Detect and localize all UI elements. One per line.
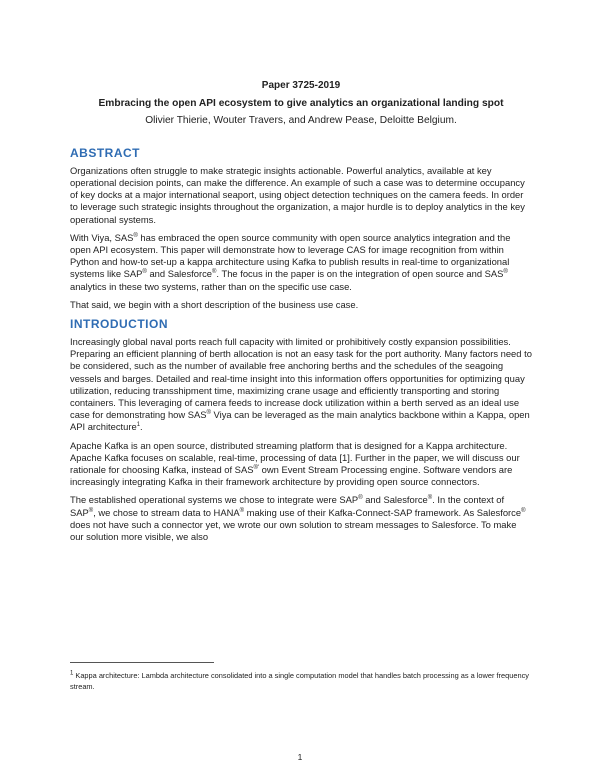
registered-mark: ® bbox=[503, 269, 508, 276]
page-number: 1 bbox=[297, 752, 303, 762]
registered-mark: ® bbox=[427, 495, 433, 502]
registered-mark: ® bbox=[133, 232, 138, 239]
abstract-section bbox=[70, 146, 532, 311]
abstract-heading: ABSTRACT bbox=[70, 145, 140, 160]
registered-mark: ® bbox=[358, 495, 363, 502]
abstract-paragraph-1: Organizations often struggle to make strategic insights actionable. Powerful analytics, available at key operational decision points, can make the difference. An example of such a case was to determine occupancy of key docks at a major international seaport, using object detection techniques on the camera feeds. In order to leverage such strategic insights throughout the organization, a major hurdle is to deploy analytics in the key operational systems. bbox=[70, 164, 525, 225]
introduction-paragraph-1: Increasingly global naval ports reach full capacity with limited or prohibitively costly expansion possibilities. Preparing an efficient planning of berth allocation is not an easy task for the port authority. Many factors need to be considered, such as the number of available free anchoring berths and the schedules of the seagoing vessels and barges. Detailed and real-time insight into this information offers opportunities for optimizing quay utilization, reducing transshipment time, maximizing crane usage and efficiently transporting and storing containers. This leveraging of camera feeds to increase dock utilization within a berth served as an ideal use case for demonstrating how SAS® Viya can be leveraged as the main analytics backbone within a Kappa, open API architecture$^1$. bbox=[70, 335, 532, 433]
footnote-number: 1 bbox=[70, 670, 74, 677]
registered-mark: ® bbox=[206, 410, 211, 417]
footnote-text: Kappa architecture: Lambda architecture consolidated into a single computation model that handles batch processing as a lower frequency stream. bbox=[70, 671, 529, 691]
registered-mark: ® bbox=[142, 269, 147, 276]
registered-mark: ®' bbox=[253, 464, 260, 471]
abstract-paragraph-3: That said, we begin with a short description of the business use case. bbox=[70, 298, 359, 310]
registered-mark: ® bbox=[212, 269, 217, 276]
introduction-paragraph-3: The established operational systems we chose to integrate were SAP® and Salesforce®. In the context of SAP®, we chose to stream data to HANA® making use of their Kafka-Connect-SAP framework. As Salesforce® does not have such a connector yet, we wrote our own solution to stream messages to Salesforce. To make our solution more visible, we also bbox=[70, 494, 526, 542]
introduction-section bbox=[70, 317, 532, 543]
abstract-paragraph-2: With Viya, SAS® has embraced the open source community with open source analytics integration and the open API ecosystem. This paper will demonstrate how to leverage CAS for image recognition from within Python and how-to set-up a kappa architecture using Kafka to publish results in real-time to organizational systems like SAP® and Salesforce®. The focus in the paper is on the integration of open source and SAS® analytics in these two systems, rather than on the specific use case. bbox=[70, 231, 511, 292]
page-content bbox=[70, 80, 532, 549]
registered-mark: ® bbox=[88, 507, 94, 514]
paper-title: Embracing the open API ecosystem to give analytics an organizational landing spot bbox=[98, 98, 504, 110]
footnote-reference: 1 bbox=[136, 422, 141, 429]
registered-mark: ® bbox=[239, 507, 245, 514]
paper-number: Paper 3725-2019 bbox=[261, 80, 341, 91]
paper-authors: Olivier Thierie, Wouter Travers, and Andrew Pease, Deloitte Belgium. bbox=[145, 114, 457, 126]
footnote-divider bbox=[70, 662, 214, 663]
footnote bbox=[70, 670, 532, 692]
introduction-heading: INTRODUCTION bbox=[70, 316, 168, 331]
introduction-paragraph-2: Apache Kafka is an open source, distributed streaming platform that is designed for a Kappa architecture. Apache Kafka focuses on scalable, real-time, processing of data [1]. Further in the paper, we will discuss our rationale for choosing Kafka, instead of SAS®' own Event Stream Processing engine. Software vendors are increasingly integrating Kafka in their framework architecture by providing open source connectors. bbox=[70, 439, 520, 488]
registered-mark: ® bbox=[521, 507, 526, 514]
